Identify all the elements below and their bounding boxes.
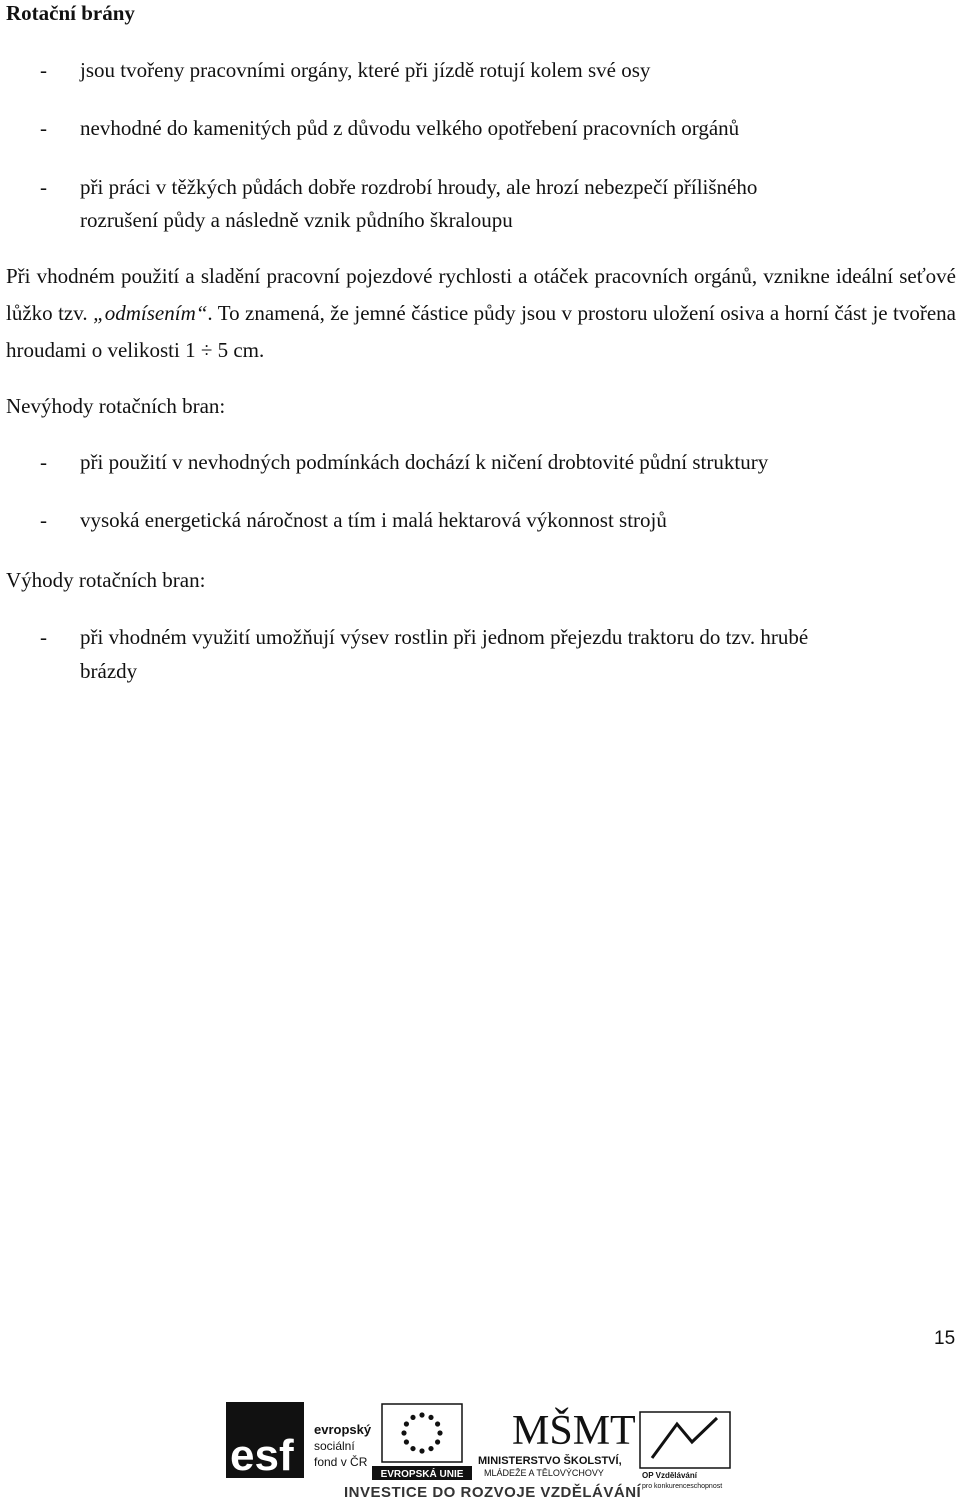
bullet-dash: -	[40, 58, 47, 82]
eu-star	[419, 1412, 424, 1417]
bullet-dash: -	[40, 625, 47, 649]
esf-logo	[226, 1402, 372, 1480]
funding-tagline: INVESTICE DO ROZVOJE VZDĚLÁVÁNÍ	[344, 1484, 642, 1501]
bullet-dash: -	[40, 450, 47, 474]
eu-star	[428, 1446, 433, 1451]
eu-star	[435, 1421, 440, 1426]
eu-star	[437, 1430, 442, 1435]
op-text-line: pro konkurenceschopnost	[642, 1483, 723, 1490]
esf-text-line: evropský	[314, 1422, 372, 1437]
esf-text-line: sociální	[314, 1439, 355, 1453]
list-item-text: brázdy	[80, 659, 138, 683]
eu-star	[401, 1430, 406, 1435]
list-item-text: vysoká energetická náročnost a tím i malá hektarová výkonnost strojů	[80, 508, 667, 532]
list-item-text: při vhodném využití umožňují výsev rostlin při jednom přejezdu traktoru do tzv. hrubé	[80, 625, 809, 649]
esf-logo-mark: esf	[230, 1431, 294, 1480]
msmt-text-line: MINISTERSTVO ŠKOLSTVÍ,	[478, 1455, 622, 1467]
eu-star	[404, 1421, 409, 1426]
eu-star	[419, 1448, 424, 1453]
eu-star	[410, 1415, 415, 1420]
list-item-text: při použití v nevhodných podmínkách dochází k ničení drobtovité půdní struktury	[80, 450, 769, 474]
list-item-text: nevhodné do kamenitých půd z důvodu velkého opotřebení pracovních orgánů	[80, 116, 740, 140]
op-text-line: OP Vzdělávání	[642, 1471, 697, 1480]
eu-label: EVROPSKÁ UNIE	[380, 1469, 464, 1480]
paragraph-text: . To znamená, že jemné částice půdy jsou v prostoru uložení osiva a horní část je tvořena hroudami o velikosti 1 ÷ 5 cm.	[6, 301, 956, 362]
list-item-text: rozrušení půdy a následně vznik půdního škraloupu	[80, 208, 513, 232]
esf-text-line: fond v ČR	[314, 1455, 368, 1469]
advantages-label: Výhody rotačních bran:	[6, 568, 206, 592]
eu-star	[404, 1439, 409, 1444]
bullet-dash: -	[40, 116, 47, 140]
list-item-text: jsou tvořeny pracovními orgány, které při jízdě rotují kolem své osy	[80, 58, 651, 82]
op-logo	[640, 1412, 730, 1490]
body-paragraph	[6, 258, 956, 369]
eu-logo	[372, 1404, 472, 1480]
msmt-logo	[478, 1407, 636, 1478]
bullet-dash: -	[40, 508, 47, 532]
section-heading: Rotační brány	[6, 1, 135, 25]
eu-star	[435, 1439, 440, 1444]
paragraph-italic-term: „odmísením“	[93, 301, 208, 325]
eu-star	[410, 1446, 415, 1451]
page-number: 15	[934, 1328, 956, 1349]
paragraph-text: Při vhodném použití a sladění pracovní pojezdové rychlosti a otáček pracovních orgánů, vznikne ideální seťové lůžko tzv.	[6, 264, 956, 325]
list-item-text: při práci v těžkých půdách dobře rozdrobí hroudy, ale hrozí nebezpečí přílišného	[80, 175, 758, 199]
msmt-logo-mark: MŠMT	[512, 1408, 636, 1454]
msmt-text-line: MLÁDEŽE A TĚLOVÝCHOVY	[484, 1468, 604, 1478]
eu-star	[428, 1415, 433, 1420]
bullet-dash: -	[40, 175, 47, 199]
disadvantages-label: Nevýhody rotačních bran:	[6, 394, 226, 418]
